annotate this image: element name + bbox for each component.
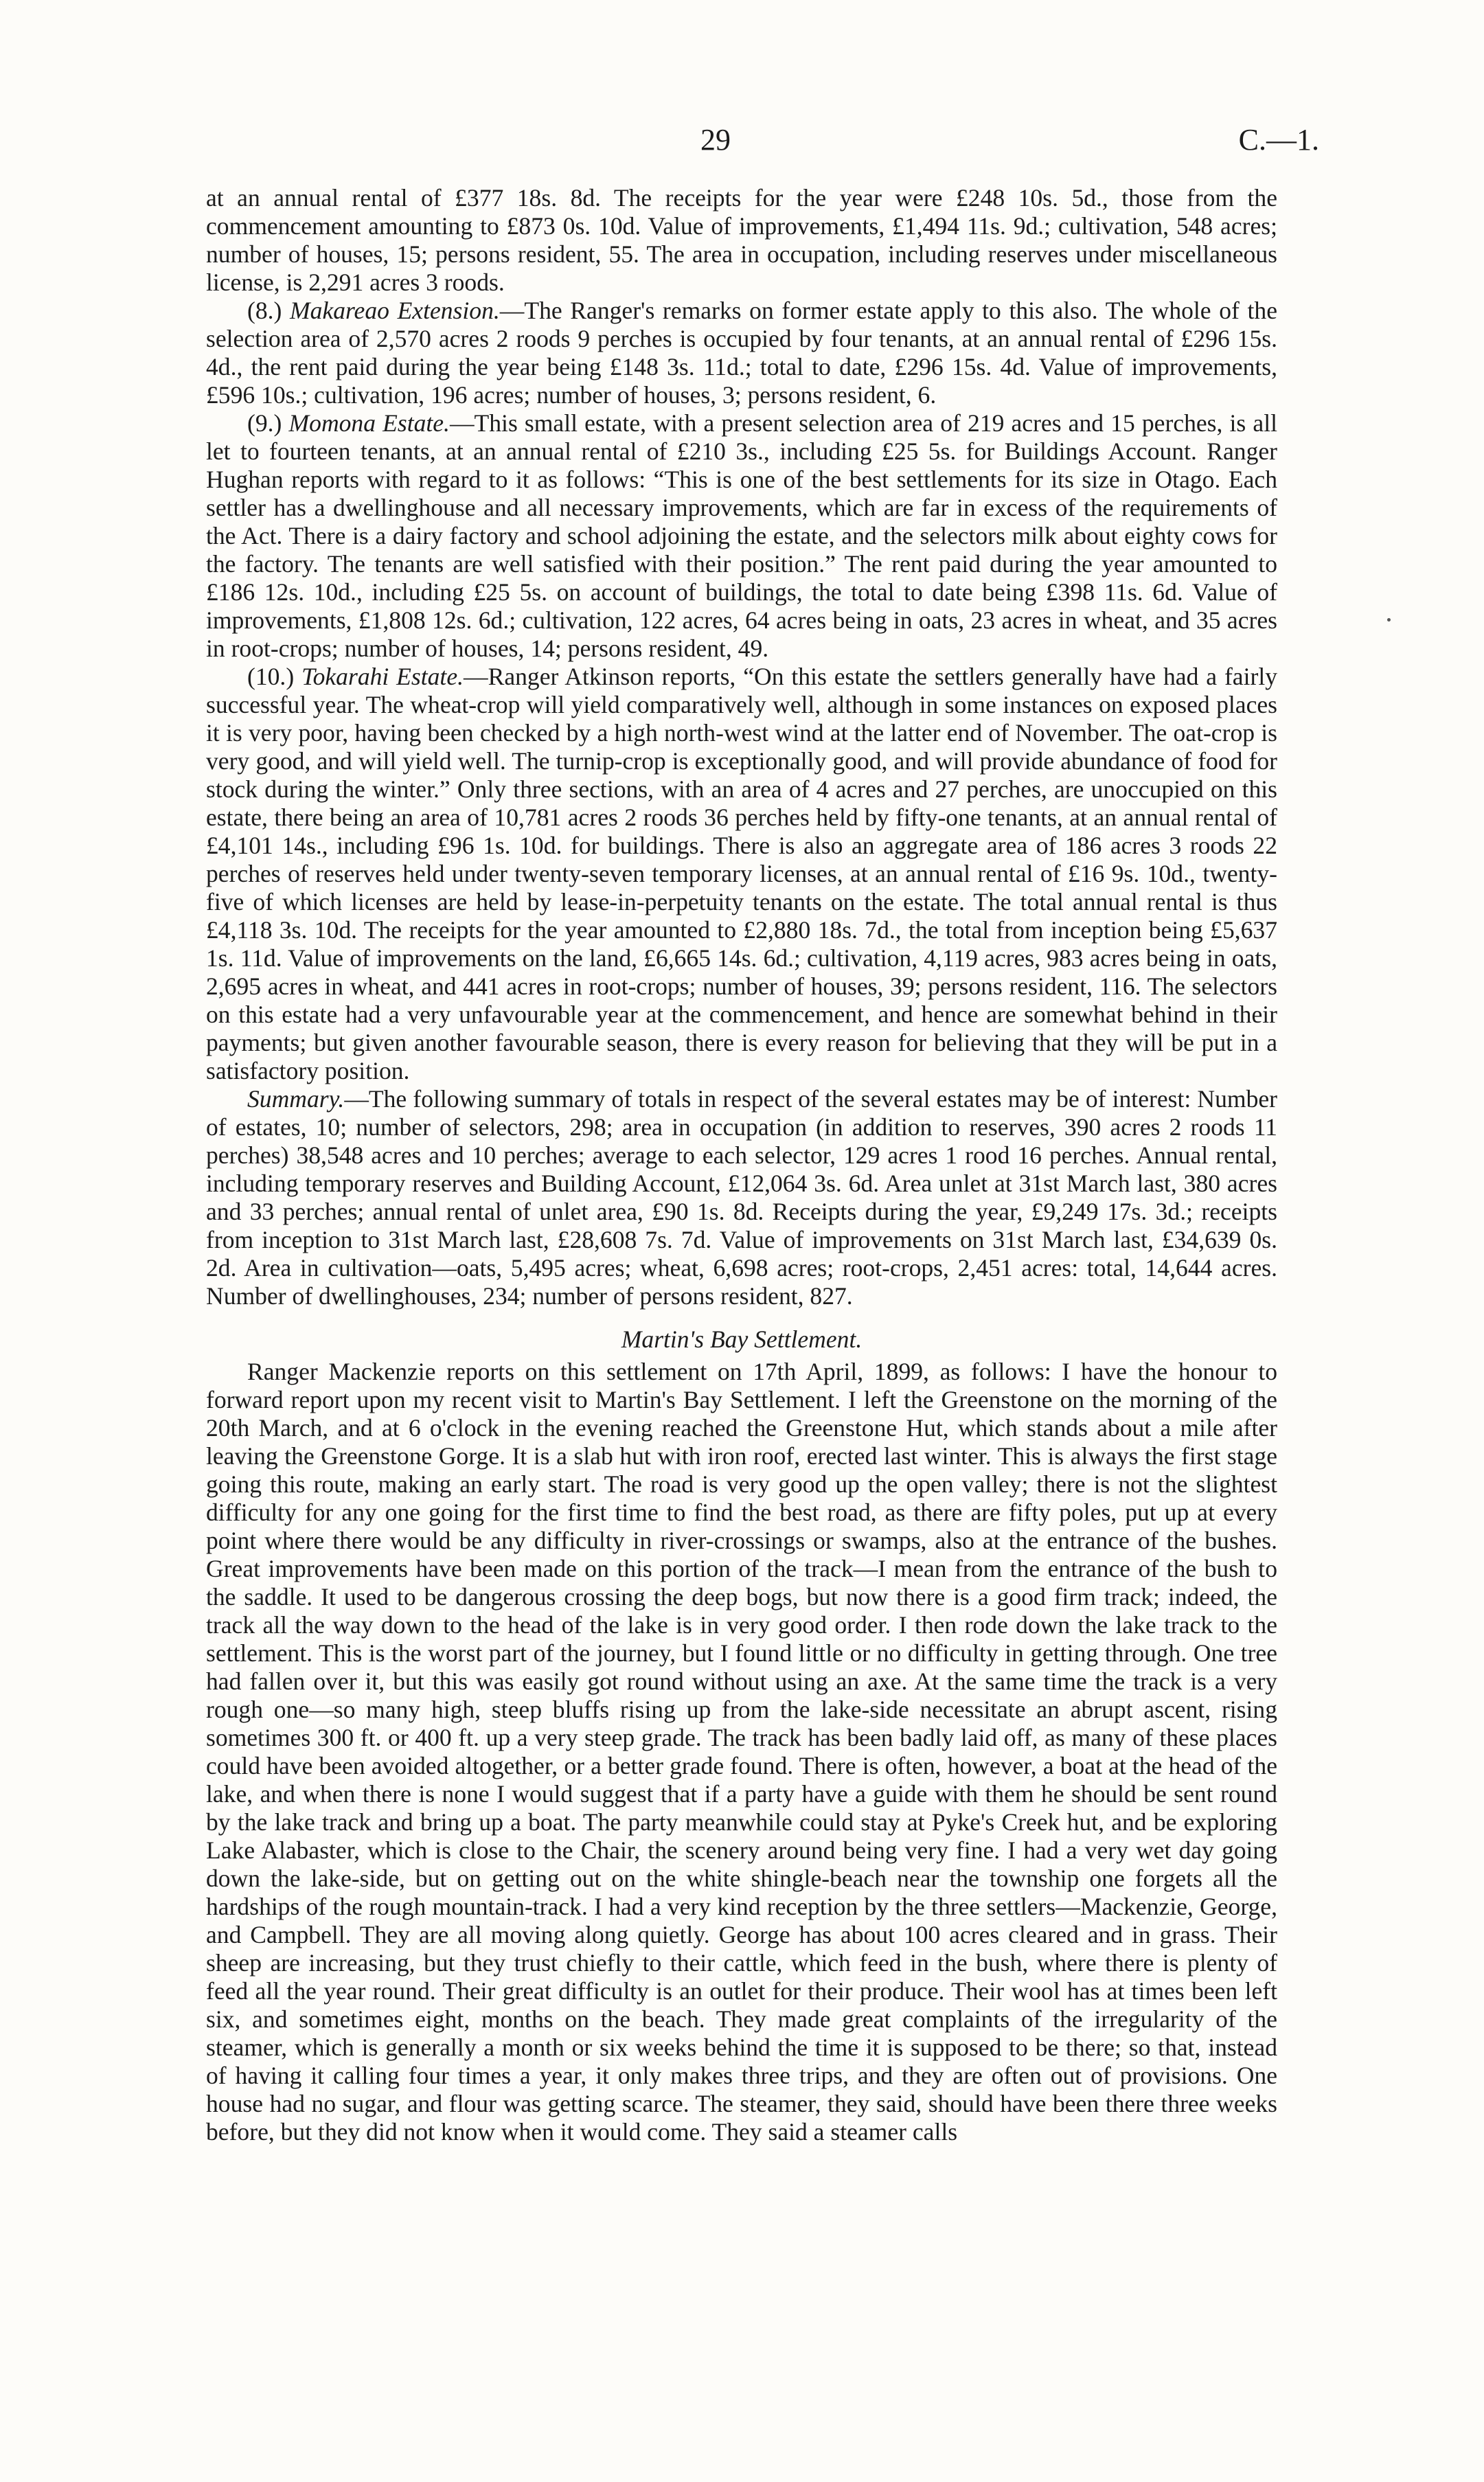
paragraph-continuation (206, 184, 1277, 297)
estate-name: Tokarahi Estate. (301, 663, 464, 690)
page-header (0, 122, 1484, 163)
paragraph-summary (206, 1085, 1277, 1310)
paragraph-number: (8.) (247, 297, 290, 324)
document-code: C.—1. (1238, 123, 1319, 157)
body-text (206, 184, 1277, 2146)
paragraph-martins-bay (206, 1358, 1277, 2146)
paragraph-number: (9.) (247, 409, 289, 437)
paragraph-makareao-extension (206, 297, 1277, 409)
paragraph-text: —The following summary of totals in respect of the several estates may be of interest: Number of estates, 10; number of selectors, 298; area in occupation (in addition to reserves, 390 acres 2 roods 11 perches) 38,548 acres and 10 perches; average to each selector, 129 acres 1 rood 16 perches. Annual rental, including temporary reserves and Building Account, £12,064 3s. 6d. Area unlet at 31st March last, 380 acres and 33 perches; annual rental of unlet area, £90 1s. 8d. Receipts during the year, £9,249 17s. 3d.; receipts from inception to 31st March last, £28,608 7s. 7d. Value of improvements on 31st March last, £34,639 0s. 2d. Area in cultivation—oats, 5,495 acres; wheat, 6,698 acres; root-crops, 2,451 acres: total, 14,644 acres. Number of dwellinghouses, 234; number of persons resident, 827. (206, 1085, 1277, 1310)
paragraph-text: —This small estate, with a present selection area of 219 acres and 15 perches, is all let to fourteen tenants, at an annual rental of £210 3s., including £25 5s. for Buildings Account. Ranger Hughan reports with regard to it as follows: “This is one of the best settlements for its size in Otago. Each settler has a dwellinghouse and all necessary improvements, which are far in excess of the requirements of the Act. There is a dairy factory and school adjoining the estate, and the selectors milk about eighty cows for the factory. The tenants are well satisfied with their position.” The rent paid during the year amounted to £186 12s. 10d., including £25 5s. on account of buildings, the total to date being £398 11s. 6d. Value of improvements, £1,808 12s. 6d.; cultivation, 122 acres, 64 acres being in oats, 23 acres in wheat, and 35 acres in root-crops; number of houses, 14; persons resident, 49. (206, 409, 1277, 662)
paragraph-number: (10.) (247, 663, 302, 690)
paragraph-text: —Ranger Atkinson reports, “On this estate the settlers generally have had a fairly successful year. The wheat-crop will yield comparatively well, although in some instances on exposed places it is very poor, having been checked by a high north-west wind at the latter end of November. The oat-crop is very good, and will yield well. The turnip-crop is exceptionally good, and will provide abundance of food for stock during the winter.” Only three sections, with an area of 4 acres and 27 perches, are unoccupied on this estate, there being an area of 10,781 acres 2 roods 36 perches held by fifty-one tenants, at an annual rental of £4,101 14s., including £96 1s. 10d. for buildings. There is also an aggregate area of 186 acres 3 roods 22 perches of reserves held under twenty-seven temporary licenses, at an annual rental of £16 9s. 10d., twenty-five of which licenses are held by lease-in-perpetuity tenants on the estate. The total annual rental is thus £4,118 3s. 10d. The receipts for the year amounted to £2,880 18s. 7d., the total from inception being £5,637 1s. 11d. Value of improvements on the land, £6,665 14s. 6d.; cultivation, 4,119 acres, 983 acres being in oats, 2,695 acres in wheat, and 441 acres in root-crops; number of houses, 39; persons resident, 116. The selectors on this estate had a very unfavourable year at the commencement, and hence are somewhat behind in their payments; but given another favourable season, there is every reason for believing that they will be put in a satisfactory position. (206, 663, 1277, 1084)
paragraph-text: —The Ranger's remarks on former estate apply to this also. The whole of the selection area of 2,570 acres 2 roods 9 perches is occupied by four tenants, at an annual rental of £296 15s. 4d., the rent paid during the year being £148 3s. 11d.; total to date, £296 15s. 4d. Value of improvements, £596 10s.; cultivation, 196 acres; number of houses, 3; persons resident, 6. (206, 297, 1277, 409)
estate-name: Momona Estate. (288, 409, 450, 437)
scan-speck (1387, 618, 1391, 622)
section-heading: Martin's Bay Settlement. (621, 1325, 863, 1353)
paragraph-text: Ranger Mackenzie reports on this settlement on 17th April, 1899, as follows: I have the honour to forward report upon my recent visit to Martin's Bay Settlement. I left the Greenstone on the morning of the 20th March, and at 6 o'clock in the evening reached the Greenstone Hut, which stands about a mile after leaving the Greenstone Gorge. It is a slab hut with iron roof, erected last winter. This is always the first stage going this route, making an early start. The road is very good up the open valley; there is not the slightest difficulty for any one going for the first time to find the best road, as there are fifty poles, put up at every point where there would be any difficulty in river-crossings or swamps, also at the entrance of the bushes. Great improvements have been made on this portion of the track—I mean from the entrance of the bush to the saddle. It used to be dangerous crossing the deep bogs, but now there is a good firm track; indeed, the track all the way down to the head of the lake is in very good order. I then rode down the lake track to the settlement. This is the worst part of the journey, but I found little or no difficulty in getting through. One tree had fallen over it, but this was easily got round without using an axe. At the same time the track is a very rough one—so many high, steep bluffs rising up from the lake-side necessitate an abrupt ascent, rising sometimes 300 ft. or 400 ft. up a very steep grade. The track has been badly laid off, as many of these places could have been avoided altogether, or a better grade found. There is often, however, a boat at the head of the lake, and when there is none I would suggest that if a party have a guide with them he should be sent round by the lake track and bring up a boat. The party meanwhile could stay at Pyke's Creek hut, and be exploring Lake Alabaster, which is close to the Chair, the scenery around being very fine. I had a very wet day going down the lake-side, but on getting out on the white shingle-beach near the township one forgets all the hardships of the rough mountain-track. I had a very kind reception by the three settlers—Mackenzie, George, and Campbell. They are all moving along quietly. George has about 100 acres cleared and in grass. Their sheep are increasing, but they trust chiefly to their cattle, which feed in the bush, where there is plenty of feed all the year round. Their great difficulty is an outlet for their produce. Their wool has at times been left six, and sometimes eight, months on the beach. They made great complaints of the irregularity of the steamer, which is generally a month or six weeks behind the time it is supposed to be there; so that, instead of having it calling four times a year, it only makes three trips, and they are often out of provisions. One house had no sugar, and flour was getting scarce. The steamer, they said, should have been there three weeks before, but they did not know when it would come. They said a steamer calls (206, 1358, 1277, 2145)
summary-label: Summary. (247, 1085, 345, 1113)
estate-name: Makareao Extension. (290, 297, 500, 324)
paragraph-momona-estate (206, 409, 1277, 663)
page-number: 29 (700, 123, 731, 157)
paragraph-tokarahi-estate (206, 663, 1277, 1085)
paragraph-text: at an annual rental of £377 18s. 8d. The receipts for the year were £248 10s. 5d., those from the commencement amounting to £873 0s. 10d. Value of improvements, £1,494 11s. 9d.; cultivation, 548 acres; number of houses, 15; persons resident, 55. The area in occupation, including reserves under miscellaneous license, is 2,291 acres 3 roods. (206, 184, 1277, 296)
